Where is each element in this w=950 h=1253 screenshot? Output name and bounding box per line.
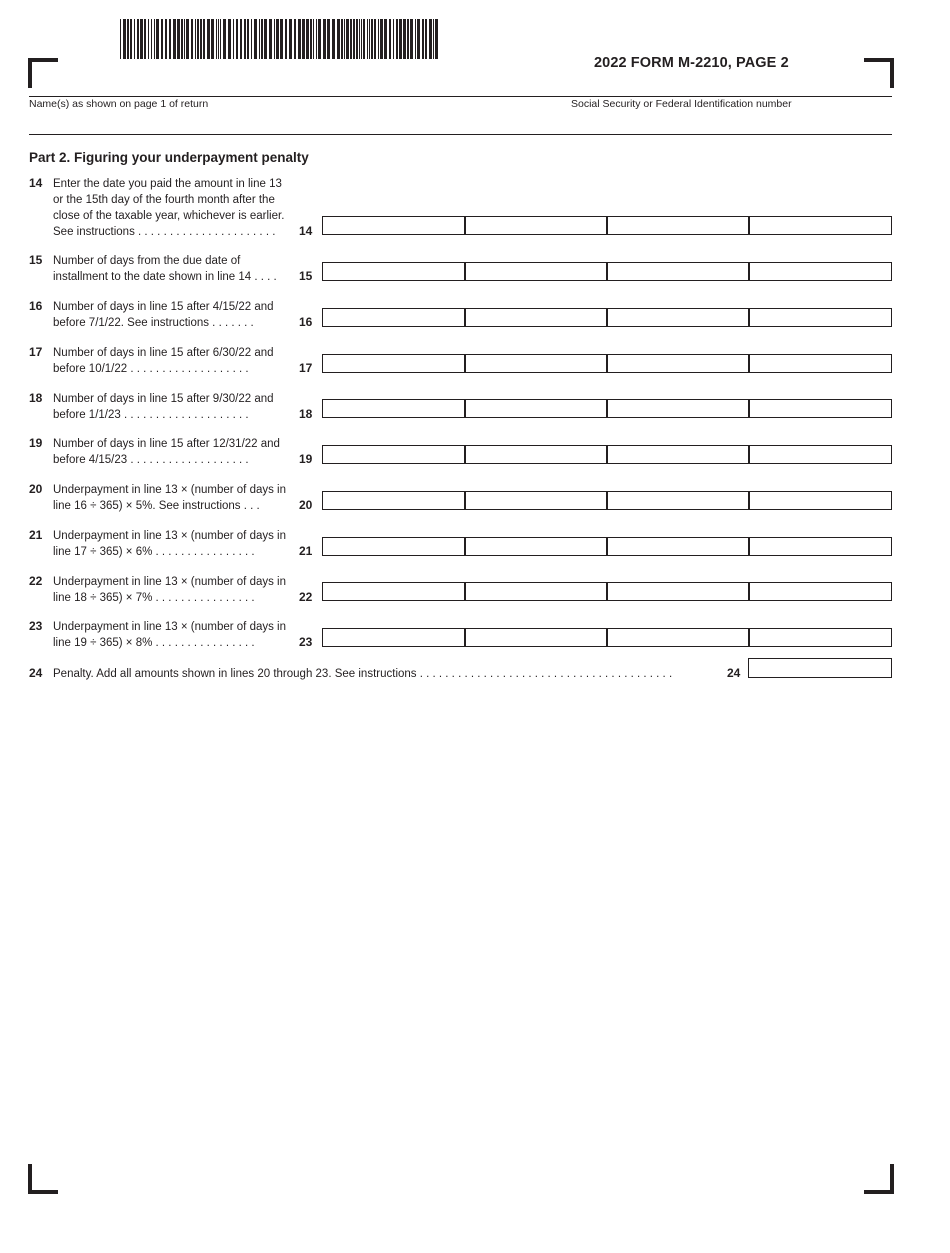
barcode-bar [417,19,420,59]
barcode-bar [233,19,234,59]
line17-input-colb[interactable] [465,354,607,373]
barcode-bar [269,19,272,59]
barcode-bar [399,19,402,59]
line18-text: Number of days in line 15 after 9/30/22 and before 1/1/23 . . . . . . . . . . . . . . . . . . . . [53,393,274,421]
line-number: 16 [29,299,43,313]
line23-input-cold[interactable] [749,628,892,647]
line14-input-colc[interactable] [607,216,749,235]
line-number: 19 [29,436,43,450]
line18-ref-number: 18 [299,407,313,421]
barcode-bar [144,19,146,59]
line19-input-colc[interactable] [607,445,749,464]
barcode-bar [393,19,394,59]
line18-input-colc[interactable] [607,399,749,418]
line23-input-colb[interactable] [465,628,607,647]
line-number: 22 [29,574,43,588]
barcode-bar [169,19,171,59]
line23-input-colc[interactable] [607,628,749,647]
line15-input-cold[interactable] [749,262,892,281]
barcode-bar [154,19,155,59]
barcode-bar [140,19,143,59]
barcode-bar [369,19,370,59]
barcode-bar [323,19,326,59]
line16-input-colb[interactable] [465,308,607,327]
line21-input-colc[interactable] [607,537,749,556]
line17-text: Number of days in line 15 after 6/30/22 and before 10/1/22 . . . . . . . . . . . . . . . . . . . [53,347,274,375]
header-divider [29,96,892,97]
name-field[interactable] [29,108,559,133]
barcode-bar [313,19,314,59]
line19-text: Number of days in line 15 after 12/31/22 and before 4/15/23 . . . . . . . . . . . . . . . . . . . [53,438,280,466]
ssn-field[interactable] [571,108,891,133]
barcode-bar [433,19,434,59]
corner-mark-bottom-left [28,1164,58,1194]
part2-title: Part 2. Figuring your underpayment penalty [29,150,309,165]
line16-input-cold[interactable] [749,308,892,327]
line23-input-cola[interactable] [322,628,465,647]
line22-input-colb[interactable] [465,582,607,601]
line16-ref-number: 16 [299,315,313,329]
barcode-bar [389,19,391,59]
barcode-bar [403,19,406,59]
barcode-bar [244,19,246,59]
line19-input-cold[interactable] [749,445,892,464]
name-divider [29,134,892,135]
line-number: 15 [29,253,43,267]
barcode-bar [195,19,196,59]
line20-input-colc[interactable] [607,491,749,510]
line24-input[interactable] [748,658,892,678]
barcode-bar [310,19,312,59]
barcode-bar [289,19,292,59]
barcode-bar [422,19,424,59]
barcode-bar [407,19,409,59]
line21-input-colb[interactable] [465,537,607,556]
line23-ref-number: 23 [299,635,313,649]
line-number: 21 [29,528,43,542]
line-number: 24 [29,666,43,680]
barcode-bar [216,19,217,59]
barcode-bar [120,19,121,59]
barcode-bar [356,19,358,59]
line22-input-colc[interactable] [607,582,749,601]
line17-ref-number: 17 [299,361,313,375]
line22-input-cold[interactable] [749,582,892,601]
barcode-bar [161,19,163,59]
line-number: 23 [29,619,43,633]
barcode-bar [259,19,260,59]
name-label: Name(s) as shown on page 1 of return [29,98,209,110]
line18-input-cold[interactable] [749,399,892,418]
barcode-bar [378,19,379,59]
barcode-bar [151,19,152,59]
barcode-bar [380,19,383,59]
line24-ref-number: 24 [727,666,741,680]
barcode-bar [298,19,301,59]
line17-input-cold[interactable] [749,354,892,373]
line21-text: Underpayment in line 13 × (number of days in line 17 ÷ 365) × 6% . . . . . . . . . . . . . . . . [53,530,287,558]
barcode [120,19,438,59]
barcode-bar [184,19,185,59]
line-number: 20 [29,482,43,496]
barcode-bar [415,19,416,59]
barcode-bar [247,19,249,59]
barcode-bar [294,19,296,59]
barcode-bar [200,19,202,59]
corner-mark-bottom-right [864,1164,894,1194]
barcode-bar [261,19,263,59]
line18-input-colb[interactable] [465,399,607,418]
line14-input-cold[interactable] [749,216,892,235]
line15-input-cola[interactable] [322,262,465,281]
barcode-bar [371,19,373,59]
line16-input-colc[interactable] [607,308,749,327]
line14-input-colb[interactable] [465,216,607,235]
barcode-bar [181,19,183,59]
line14-ref-number: 14 [299,224,313,238]
line20-text: Underpayment in line 13 × (number of days in line 16 ÷ 365) × 5%. See instructions . . . [53,484,287,512]
barcode-bar [137,19,139,59]
barcode-bar [374,19,376,59]
barcode-bar [361,19,362,59]
line-number: 14 [29,176,43,190]
line19-ref-number: 19 [299,452,313,466]
barcode-bar [337,19,340,59]
line16-text: Number of days in line 15 after 4/15/22 and before 7/1/22. See instructions . . . . . . . [53,301,274,329]
barcode-bar [130,19,132,59]
barcode-bar [127,19,129,59]
barcode-bar [350,19,352,59]
barcode-bar [344,19,345,59]
barcode-bar [302,19,305,59]
barcode-bar [211,19,214,59]
barcode-bar [148,19,149,59]
line22-input-cola[interactable] [322,582,465,601]
line14-text: Enter the date you paid the amount in line 13 or the 15th day of the fourth month after the close of the taxable year, whichever is earlier. See instructions . . . . . . . . . . . . . . . . . . . . . . [53,178,285,238]
line17-input-colc[interactable] [607,354,749,373]
line20-ref-number: 20 [299,498,313,512]
barcode-bar [435,19,438,59]
line22-ref-number: 22 [299,590,313,604]
barcode-bar [156,19,159,59]
line-number: 18 [29,391,43,405]
line20-input-cola[interactable] [322,491,465,510]
barcode-bar [384,19,387,59]
line14-input-cola[interactable] [322,216,465,235]
barcode-bar [203,19,205,59]
barcode-bar [429,19,432,59]
ssn-label: Social Security or Federal Identification number [571,98,792,110]
line23-text: Underpayment in line 13 × (number of days in line 19 ÷ 365) × 8% . . . . . . . . . . . . . . . . [53,621,287,649]
line19-input-colb[interactable] [465,445,607,464]
barcode-bar [425,19,427,59]
barcode-bar [306,19,309,59]
barcode-bar [280,19,283,59]
barcode-bar [228,19,231,59]
barcode-bar [274,19,275,59]
line18-input-cola[interactable] [322,399,465,418]
barcode-bar [332,19,335,59]
barcode-bar [123,19,126,59]
barcode-bar [254,19,257,59]
line20-input-colb[interactable] [465,491,607,510]
barcode-bar [316,19,317,59]
barcode-bar [220,19,221,59]
line24-text: Penalty. Add all amounts shown in lines 20 through 23. See instructions . . . . . . . . . . . . . . . . . . . . . . . . . . . . . . . . . . . . . . . . [53,668,673,680]
barcode-bar [251,19,252,59]
barcode-bar [236,19,238,59]
barcode-bar [207,19,210,59]
line15-ref-number: 15 [299,269,313,283]
barcode-bar [327,19,330,59]
line21-input-cola[interactable] [322,537,465,556]
line15-input-colb[interactable] [465,262,607,281]
barcode-bar [396,19,398,59]
barcode-bar [186,19,189,59]
line17-input-cola[interactable] [322,354,465,373]
barcode-bar [353,19,355,59]
barcode-bar [276,19,279,59]
barcode-bar [341,19,343,59]
barcode-bar [173,19,176,59]
barcode-bar [264,19,267,59]
line-number: 17 [29,345,43,359]
barcode-bar [359,19,360,59]
line15-text: Number of days from the due date of installment to the date shown in line 14 . . . . [53,255,277,283]
barcode-bar [197,19,199,59]
line21-ref-number: 21 [299,544,313,558]
corner-mark-top-right [864,58,894,88]
line16-input-cola[interactable] [322,308,465,327]
barcode-bar [346,19,349,59]
barcode-bar [363,19,365,59]
barcode-bar [367,19,368,59]
barcode-bar [410,19,413,59]
corner-mark-top-left [28,58,58,88]
barcode-bar [223,19,226,59]
barcode-bar [177,19,180,59]
barcode-bar [240,19,242,59]
barcode-bar [134,19,135,59]
line19-input-cola[interactable] [322,445,465,464]
line21-input-cold[interactable] [749,537,892,556]
barcode-bar [165,19,167,59]
line22-text: Underpayment in line 13 × (number of days in line 18 ÷ 365) × 7% . . . . . . . . . . . . . . . . [53,576,287,604]
barcode-bar [285,19,287,59]
barcode-bar [191,19,193,59]
line15-input-colc[interactable] [607,262,749,281]
barcode-bar [218,19,219,59]
barcode-bar [318,19,321,59]
line20-input-cold[interactable] [749,491,892,510]
form-title: 2022 FORM M-2210, PAGE 2 [594,55,789,71]
